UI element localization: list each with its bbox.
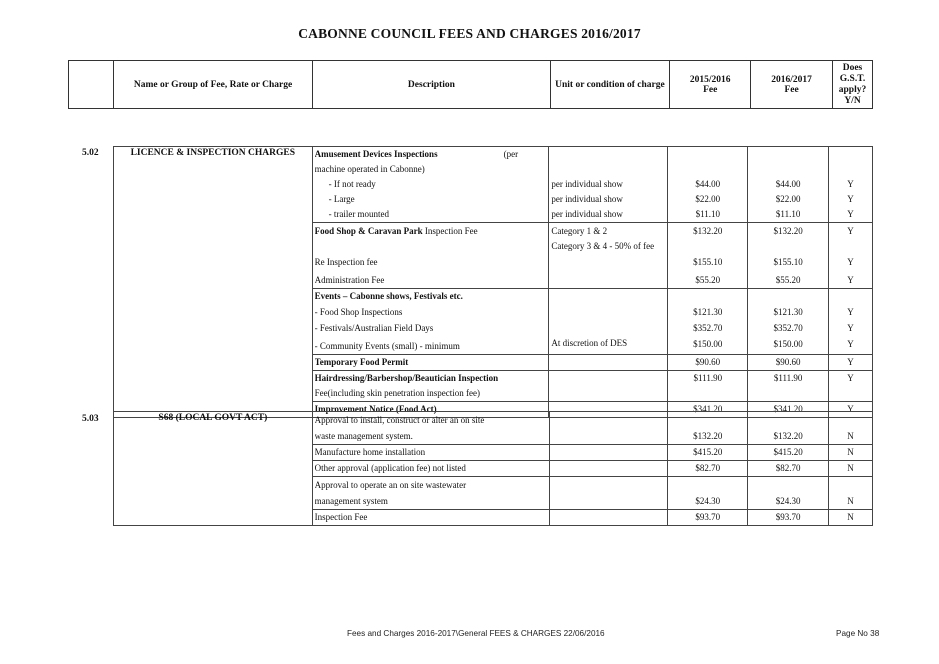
food-shop-unit-1: Category 1 & 2 [551, 226, 608, 236]
manufacture-label: Manufacture home installation [314, 447, 426, 457]
operate-approval-gst [829, 477, 873, 510]
header-fee-2015-line1: 2015/2016 [689, 74, 731, 85]
operate-approval-desc [312, 477, 549, 510]
section-502-number: 5.02 [82, 148, 99, 158]
manufacture-fee2015: $415.20 [693, 447, 723, 457]
food-shop-desc [312, 223, 549, 289]
events-row-1-fee2016: $121.30 [773, 307, 803, 317]
amusement-title-line [315, 147, 549, 162]
approval-install-gst-value: N [847, 431, 854, 441]
inspection-gst [829, 510, 873, 526]
food-shop-gst-value: Y [847, 226, 854, 236]
header-fee-2016 [751, 61, 833, 109]
reinspection-fee2015: $155.10 [693, 257, 723, 267]
temp-food-desc [312, 355, 549, 371]
temp-food-unit [549, 355, 668, 371]
reinspection-fee2016: $155.10 [773, 257, 803, 267]
hairdressing-fee-2015 [668, 371, 748, 402]
approval-install-fee-2015 [668, 412, 748, 445]
hairdressing-line1: Hairdressing/Barbershop/Beautician Inspection [314, 373, 499, 383]
food-shop-gst [829, 223, 873, 289]
manufacture-fee-2015 [668, 445, 748, 461]
approval-install-desc [312, 412, 549, 445]
header-fee-2016-line1: 2016/2017 [771, 74, 812, 85]
inspection-fee2016: $93.70 [775, 512, 801, 522]
approval-install-fee-2016 [748, 412, 829, 445]
amusement-row-2-gst: Y [847, 194, 854, 204]
header-gst-line2: G.S.T. [839, 73, 866, 84]
events-row-3-unit: At discretion of DES [551, 338, 628, 348]
header-gst-line1: Does [842, 62, 863, 73]
header-unit: Unit or condition of charge [550, 61, 670, 109]
header-table [68, 60, 873, 109]
amusement-title: Amusement Devices Inspections [314, 149, 438, 159]
reinspection-gst: Y [847, 257, 854, 267]
operate-approval-fee-2016 [748, 477, 829, 510]
approval-install-line2: waste management system. [314, 431, 413, 441]
section-502-name: LICENCE & INSPECTION CHARGES [114, 147, 313, 418]
amusement-row-2-fee2016: $22.00 [775, 194, 801, 204]
events-row-2-gst: Y [847, 323, 854, 333]
approval-install-fee2015: $132.20 [693, 431, 723, 441]
amusement-row-1-desc: - If not ready [328, 179, 376, 189]
food-shop-title-rest: Inspection Fee [422, 226, 478, 236]
footer-page-number: Page No 38 [836, 629, 880, 638]
header-fee-2015-line2: Fee [703, 84, 718, 95]
amusement-gst [829, 147, 873, 223]
events-desc [312, 289, 549, 355]
events-row-3-desc: - Community Events (small) - minimum [314, 341, 460, 351]
inspection-gst-value: N [847, 512, 854, 522]
amusement-desc [312, 147, 549, 223]
improvement-fee2016: $341.20 [773, 404, 803, 414]
other-approval-gst-value: N [847, 463, 854, 473]
inspection-fee-unit [549, 510, 668, 526]
events-row-2-fee2015: $352.70 [693, 323, 723, 333]
food-shop-unit [549, 223, 668, 289]
amusement-row-3-fee2015: $11.10 [695, 209, 720, 219]
manufacture-gst-value: N [847, 447, 854, 457]
operate-approval-fee2015: $24.30 [695, 496, 721, 506]
temp-food-label: Temporary Food Permit [314, 357, 409, 367]
amusement-row-1-unit: per individual show [551, 179, 623, 189]
amusement-subtitle: machine operated in Cabonne) [314, 164, 425, 174]
events-row-1-desc: - Food Shop Inspections [314, 307, 403, 317]
other-approval-label: Other approval (application fee) not listed [314, 463, 466, 473]
improvement-label: Improvement Notice (Food Act) [314, 404, 437, 414]
footer-path: Fees and Charges 2016-2017\General FEES & CHARGES 22/06/2016 [347, 629, 605, 638]
food-shop-fee2015: $132.20 [693, 226, 723, 236]
amusement-fee-2015 [668, 147, 748, 223]
inspection-fee-2016 [748, 510, 829, 526]
improvement-gst-value: Y [847, 404, 854, 414]
admin-fee2015: $55.20 [695, 275, 721, 285]
hairdressing-fee-2016 [748, 371, 829, 402]
hairdressing-gst [829, 371, 873, 402]
food-shop-fee-2016 [748, 223, 829, 289]
other-approval-fee2015: $82.70 [695, 463, 721, 473]
events-unit [549, 289, 668, 355]
improvement-fee2015: $341.20 [693, 404, 723, 414]
inspection-fee2015: $93.70 [695, 512, 721, 522]
amusement-row-3-unit: per individual show [551, 209, 623, 219]
operate-approval-fee-2015 [668, 477, 748, 510]
other-approval-unit [549, 461, 668, 477]
events-row-3-fee2016: $150.00 [773, 339, 803, 349]
events-row-3-gst: Y [847, 339, 854, 349]
header-fee-2016-line2: Fee [784, 84, 799, 95]
amusement-row-3-desc: - trailer mounted [328, 209, 390, 219]
other-approval-fee2016: $82.70 [775, 463, 801, 473]
manufacture-desc [312, 445, 549, 461]
admin-desc: Administration Fee [314, 275, 385, 285]
temp-food-fee2015: $90.60 [695, 357, 721, 367]
admin-gst: Y [847, 275, 854, 285]
events-row-1-fee2015: $121.30 [693, 307, 723, 317]
manufacture-gst [829, 445, 873, 461]
operate-approval-line1: Approval to operate an on site wastewater [314, 480, 467, 490]
amusement-row-2-fee2015: $22.00 [695, 194, 721, 204]
operate-approval-unit [549, 477, 668, 510]
header-blank [69, 61, 114, 109]
hairdressing-line2: Fee(including skin penetration inspection fee) [314, 388, 481, 398]
section-503-name: S68 (LOCAL GOVT ACT) [114, 412, 313, 526]
events-row-2-desc: - Festivals/Australian Field Days [314, 323, 434, 333]
header-gst-line3: apply? [838, 84, 867, 95]
other-approval-fee-2016 [748, 461, 829, 477]
amusement-per: (per [503, 149, 519, 159]
other-approval-gst [829, 461, 873, 477]
header-description: Description [313, 61, 550, 109]
events-fee-2015 [668, 289, 748, 355]
operate-approval-line2: management system [314, 496, 388, 506]
section-503-number: 5.03 [82, 414, 99, 424]
food-shop-unit-2: Category 3 & 4 - 50% of fee [551, 241, 655, 251]
hairdressing-desc [312, 371, 549, 402]
amusement-row-1-fee2016: $44.00 [775, 179, 801, 189]
page-title: CABONNE COUNCIL FEES AND CHARGES 2016/2017 [298, 26, 641, 41]
manufacture-fee2016: $415.20 [773, 447, 803, 457]
amusement-unit [549, 147, 668, 223]
events-fee-2016 [748, 289, 829, 355]
section-503-table [113, 411, 873, 526]
manufacture-unit [549, 445, 668, 461]
amusement-row-1-fee2015: $44.00 [695, 179, 721, 189]
amusement-row-2-desc: - Large [328, 194, 355, 204]
temp-food-gst [829, 355, 873, 371]
inspection-fee-desc [312, 510, 549, 526]
food-shop-fee2016: $132.20 [773, 226, 803, 236]
events-row-3-fee2015: $150.00 [693, 339, 723, 349]
food-shop-fee-2015 [668, 223, 748, 289]
admin-fee2016: $55.20 [775, 275, 801, 285]
events-title: Events – Cabonne shows, Festivals etc. [314, 291, 463, 301]
amusement-row-1-gst: Y [847, 179, 854, 189]
amusement-row-2-unit: per individual show [551, 194, 623, 204]
operate-approval-fee2016: $24.30 [775, 496, 801, 506]
approval-install-unit [549, 412, 668, 445]
hairdressing-fee2016: $111.90 [773, 373, 803, 383]
inspection-fee-2015 [668, 510, 748, 526]
reinspection-desc: Re Inspection fee [314, 257, 378, 267]
hairdressing-fee2015: $111.90 [693, 373, 723, 383]
approval-install-gst [829, 412, 873, 445]
amusement-fee-2016 [748, 147, 829, 223]
food-shop-title-line [315, 223, 549, 239]
manufacture-fee-2016 [748, 445, 829, 461]
inspection-fee-label: Inspection Fee [314, 512, 368, 522]
section-502-table [113, 146, 873, 418]
operate-approval-gst-value: N [847, 496, 854, 506]
events-gst [829, 289, 873, 355]
approval-install-fee2016: $132.20 [773, 431, 803, 441]
hairdressing-unit [549, 371, 668, 402]
approval-install-line1: Approval to install, construct or alter an on site [314, 415, 485, 425]
header-fee-2015 [670, 61, 751, 109]
amusement-row-3-gst: Y [847, 209, 854, 219]
hairdressing-gst-value: Y [847, 373, 854, 383]
other-approval-fee-2015 [668, 461, 748, 477]
events-row-1-gst: Y [847, 307, 854, 317]
header-gst [833, 61, 873, 109]
events-row-2-fee2016: $352.70 [773, 323, 803, 333]
other-approval-desc [312, 461, 549, 477]
temp-food-gst-value: Y [847, 357, 854, 367]
header-gst-line4: Y/N [844, 95, 861, 106]
amusement-row-3-fee2016: $11.10 [775, 209, 801, 219]
food-shop-title-bold: Food Shop & Caravan Park [314, 226, 423, 236]
temp-food-fee-2015 [668, 355, 748, 371]
temp-food-fee2016: $90.60 [775, 357, 801, 367]
temp-food-fee-2016 [748, 355, 829, 371]
header-name: Name or Group of Fee, Rate or Charge [113, 61, 312, 109]
